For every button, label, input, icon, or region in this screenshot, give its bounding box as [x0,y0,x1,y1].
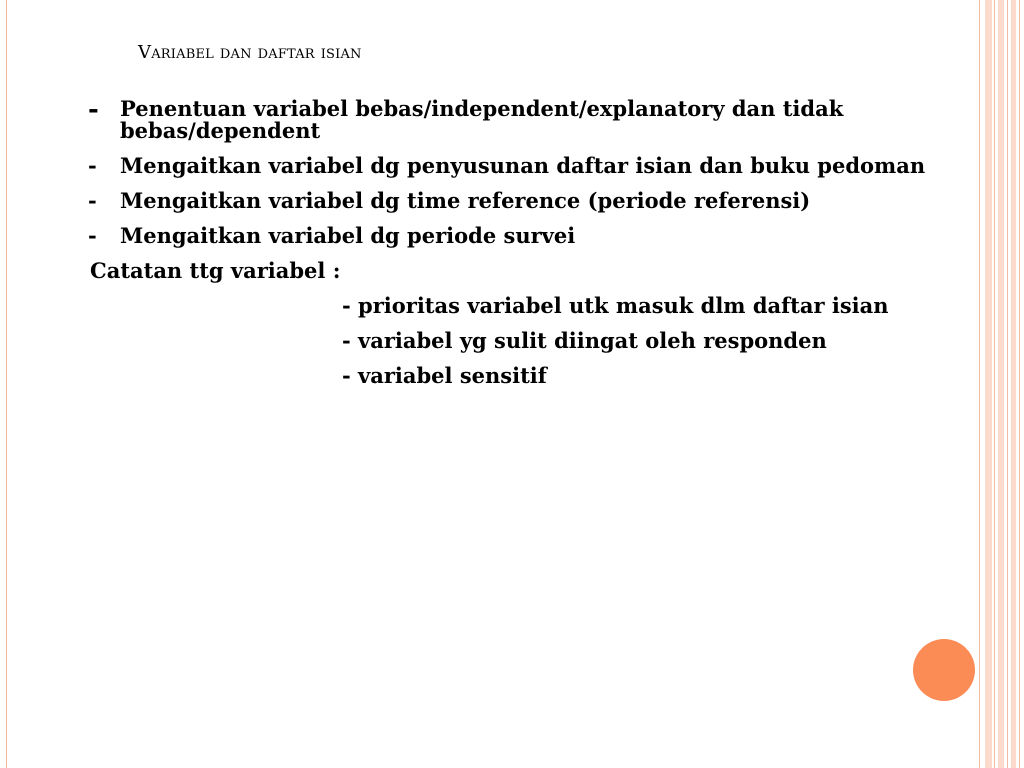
bullet-dash: - [88,188,97,213]
bullet-item [86,155,966,177]
bullet-item [86,225,966,247]
right-frame-line [1019,0,1020,768]
note-sub-item: - prioritas variabel utk masuk dlm daftar isian [342,293,889,318]
bullet-text: Mengaitkan variabel dg periode survei [120,223,576,248]
note-sub-item: - variabel sensitif [342,363,547,388]
right-frame-band [1011,0,1016,768]
right-frame-line [979,0,980,768]
left-frame-line [6,0,7,768]
right-frame-band [998,0,1004,768]
slide-content [86,95,966,400]
bullet-text: Penentuan variabel bebas/independent/explanatory dan tidak bebas/dependent [120,96,844,143]
bullet-dash: - [88,95,99,125]
right-frame-line [1007,0,1008,768]
right-frame-band [985,0,992,768]
bullet-text: Mengaitkan variabel dg penyusunan daftar isian dan buku pedoman [120,153,926,178]
right-frame-line [994,0,995,768]
note-sub-item: - variabel yg sulit diingat oleh responden [342,328,827,353]
bullet-dash: - [88,223,97,248]
note-heading: Catatan ttg variabel : [90,258,341,283]
bullet-item [86,95,966,143]
slide-title: Variabel dan daftar isian [138,42,362,63]
bullet-text: Mengaitkan variabel dg time reference (periode referensi) [120,188,811,213]
accent-circle [913,639,975,701]
bullet-item [86,190,966,212]
bullet-dash: - [88,153,97,178]
